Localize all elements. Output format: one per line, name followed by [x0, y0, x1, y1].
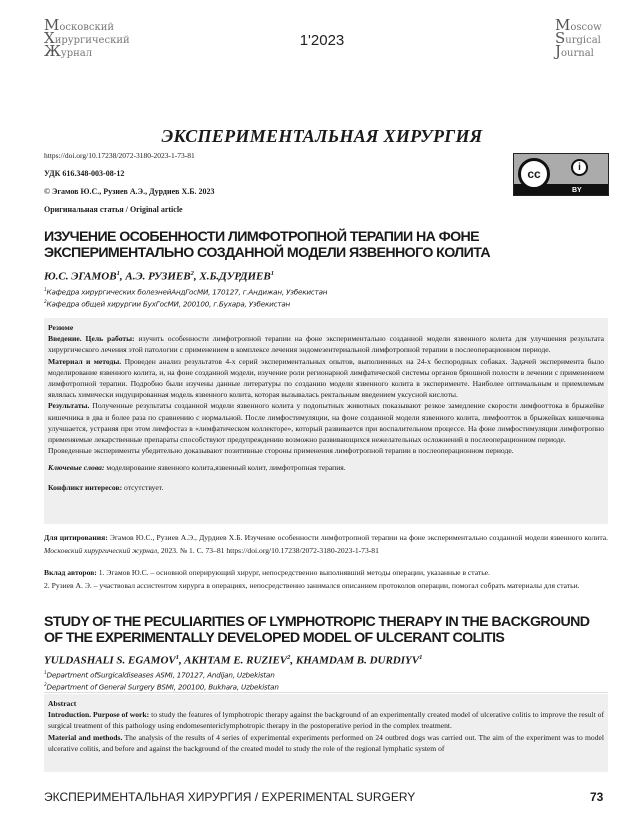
udk: УДК 616.348-003-08-12 — [44, 169, 125, 178]
copyright: © Эгамов Ю.С., Рузиев А.Э., Дурдиев Х.Б. 2023 — [44, 187, 215, 196]
logo-ru-line: Московский — [44, 16, 115, 34]
page-number: 73 — [590, 790, 604, 804]
article-title-en: STUDY OF THE PECULIARITIES OF LYMPHOTROPIC THERAPY IN THE BACKGROUND OF THE EXPERIMENTALLY DEVELOPED MODEL OF ULCERANT COLITIS — [44, 614, 590, 646]
cc-by-license-badge[interactable] — [513, 153, 609, 196]
by-label: BY — [572, 187, 582, 194]
logo-ru-line: Журнал — [44, 42, 93, 60]
citation: Для цитирования: Эгамов Ю.С., Рузиев А.Э., Дурдиев Х.Б. Изучение особенности лимфотропной терапии на фоне экспериментально созданной модели язвенного колита. Московский хирургический журнал, 2023. № 1. С. 73–81 https://doi.org/10.17238/2072-3180-2023-1-73-81 — [44, 533, 609, 555]
cc-icon: cc — [518, 158, 550, 190]
abstract-ru: Резюме Введение. Цель работы: изучить особенности лимфотропной терапии на фоне экспериментально созданной модели язвенного колита для улучшения результата хирургического лечения этой патологии с применением в комплексе лечения эндомезентериальной лимфотропной терапии в послеоперационном периоде. Материал и методы. Проведен анализ результатов 4-х серий экспериментальных опытов, выполненных на 24-х беспородных собаках. Задачей эксперимента было моделирование язвенного колита, и, на фоне созданной модели, изучение роли регионарной лимфатической системы органов брюшной полости в лечении с применением лимфотропной терапии. Подробно были изучены данные литературы по созданию модели язвенного колита в эксперименте. Наиболее оптимальным и приемлемым являлась химически индуцированная модель язвенного колита, которая вызывалась ректальным введением уксусной кислоты. Результаты. Полученные результаты созданной модели язвенного колита у подопытных животных показывают резкое замедление скорости лимфооттока в брыжейке кишечника в два и более раза по сравнению с нормальной. После лимфостимуляции, на фоне созданной модели язвенного колита, лимфоотток в брыжейках кишечника улучшается, устраняя при этом лимфостаз в «лимфатическом коллекторе», который развивается при воспалительном процессе. На фоне лимфостимуляции лимфотропно применяемые лекарственные препараты способствуют предупреждению возможно развивающихся нежелательных осложнений в послеоперационном периоде. Проведенные эксперименты убедительно доказывают позитивные стороны применения лимфотропной терапии в послеоперационном периоде. Ключевые слова: моделирование язвенного колита,язвенный колит, лимфотропная терапия. Конфликт интересов: отсутствует. — [44, 318, 608, 524]
affiliations-en: $^1$Department ofSurgicaldiseases ASMI, 170127, Andijan, Uzbekistan $^2$Department of General Surgery BSMI, 200100, Bukhara, Uzbekistan — [44, 670, 279, 692]
author-contributions: Вклад авторов: 1. Эгамов Ю.С. – основной оперирующий хирург, непосредственно выполнявший методы операции, указанные в статье. 2. Рузиев А. Э. – участвовал ассистентом хирурга в операциях, непосредственно занимался описанием протоколов операции, помогал собрать материалы для статьи. — [44, 568, 580, 590]
logo-en-line: Journal — [555, 42, 594, 60]
issue-number: 1'2023 — [299, 32, 345, 49]
abstract-en: Abstract Introduction. Purpose of work: to study the features of lymphotropic therapy against the background of an experimentally created model of ulcerative colitis to improve the result of surgical treatment of this pathology using endomesentericlymphotropic therapy in the postoperative period in the complex treatment. Material and methods. The analysis of the results of 4 series of experimental experiments performed on 24 outbred dogs was carried out. The aim of the experiment was to model ulcerative colitis, and before and against the background of the created model to study the role of the regional lymphatic system of — [44, 694, 608, 772]
authors-en: YULDASHALI S. EGAMOV$^1$, AKHTAM E. RUZIEV$^2$, KHAMDAM B. DURDIYV$^1$ — [44, 654, 423, 667]
article-title-ru: ИЗУЧЕНИЕ ОСОБЕННОСТИ ЛИМФОТРОПНОЙ ТЕРАПИИ НА ФОНЕ ЭКСПЕРИМЕНТАЛЬНО СОЗДАННОЙ МОДЕЛИ ЯЗВЕННОГО КОЛИТА — [44, 229, 491, 261]
journal-logo-en — [555, 16, 602, 60]
affiliations-ru: $^1$Кафедра хирургических болезнейАндГосМИ, 170127, г.Андижан, Узбекистан $^2$Кафедра общей хирургии БухГосМИ, 200100, г.Бухара, Узбекистан — [44, 287, 328, 309]
section-heading: ЭКСПЕРИМЕНТАЛЬНАЯ ХИРУРГИЯ — [161, 126, 483, 146]
authors-ru: Ю.С. ЭГАМОВ$^1$, А.Э. РУЗИЕВ$^2$, Х.Б.ДУРДИЕВ$^1$ — [44, 270, 275, 283]
doi-link[interactable]: https://doi.org/10.17238/2072-3180-2023-1-73-81 — [44, 151, 195, 160]
resume-label: Резюме — [48, 323, 74, 332]
logo-ru-line: Хирургический — [44, 29, 130, 47]
person-icon: i — [571, 159, 588, 176]
footer-section: ЭКСПЕРИМЕНТАЛЬНАЯ ХИРУРГИЯ / EXPERIMENTAL SURGERY — [44, 790, 416, 804]
logo-en-line: Surgical — [555, 29, 601, 47]
divider — [44, 692, 608, 693]
article-type: Оригинальная статья / Original article — [44, 205, 183, 214]
logo-en-line: Moscow — [555, 16, 602, 34]
